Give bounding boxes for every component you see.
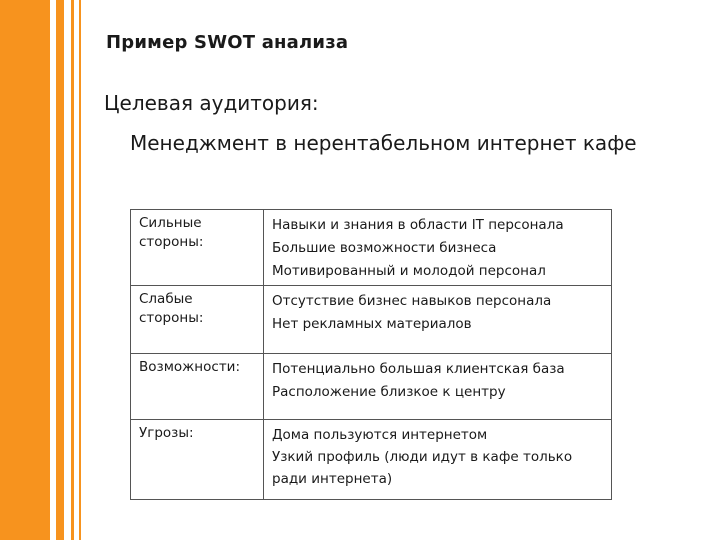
swot-items — [264, 354, 612, 420]
decorative-stripe-wide — [0, 0, 50, 540]
decorative-stripe-thin — [71, 0, 74, 540]
swot-item: Узкий профиль (люди идут в кафе только ради интернета) — [272, 449, 573, 487]
swot-row-strengths — [131, 210, 612, 286]
swot-label: Слабые стороны: — [131, 286, 264, 354]
target-audience-heading: Целевая аудитория: — [104, 91, 319, 115]
swot-items — [264, 210, 612, 286]
swot-table — [130, 209, 612, 500]
swot-label: Сильные стороны: — [131, 210, 264, 286]
swot-items — [264, 420, 612, 500]
swot-item: Нет рекламных материалов — [272, 316, 472, 332]
decorative-stripe-thinnest — [79, 0, 81, 540]
swot-item: Дома пользуются интернетом — [272, 427, 488, 443]
swot-item: Мотивированный и молодой персонал — [272, 263, 546, 279]
swot-row-weaknesses — [131, 286, 612, 354]
swot-item: Большие возможности бизнеса — [272, 240, 497, 256]
swot-item: Отсутствие бизнес навыков персонала — [272, 293, 552, 309]
swot-label: Возможности: — [131, 354, 264, 420]
decorative-stripe — [56, 0, 64, 540]
swot-items — [264, 286, 612, 354]
swot-item: Потенциально большая клиентская база — [272, 361, 565, 377]
swot-item: Навыки и знания в области IT персонала — [272, 217, 564, 233]
swot-item: Расположение близкое к центру — [272, 384, 506, 400]
swot-label: Угрозы: — [131, 420, 264, 500]
topic-text: Менеджмент в нерентабельном интернет кафе — [130, 131, 637, 155]
slide-title: Пример SWOT анализа — [106, 32, 349, 53]
swot-row-opportunities — [131, 354, 612, 420]
swot-row-threats — [131, 420, 612, 500]
